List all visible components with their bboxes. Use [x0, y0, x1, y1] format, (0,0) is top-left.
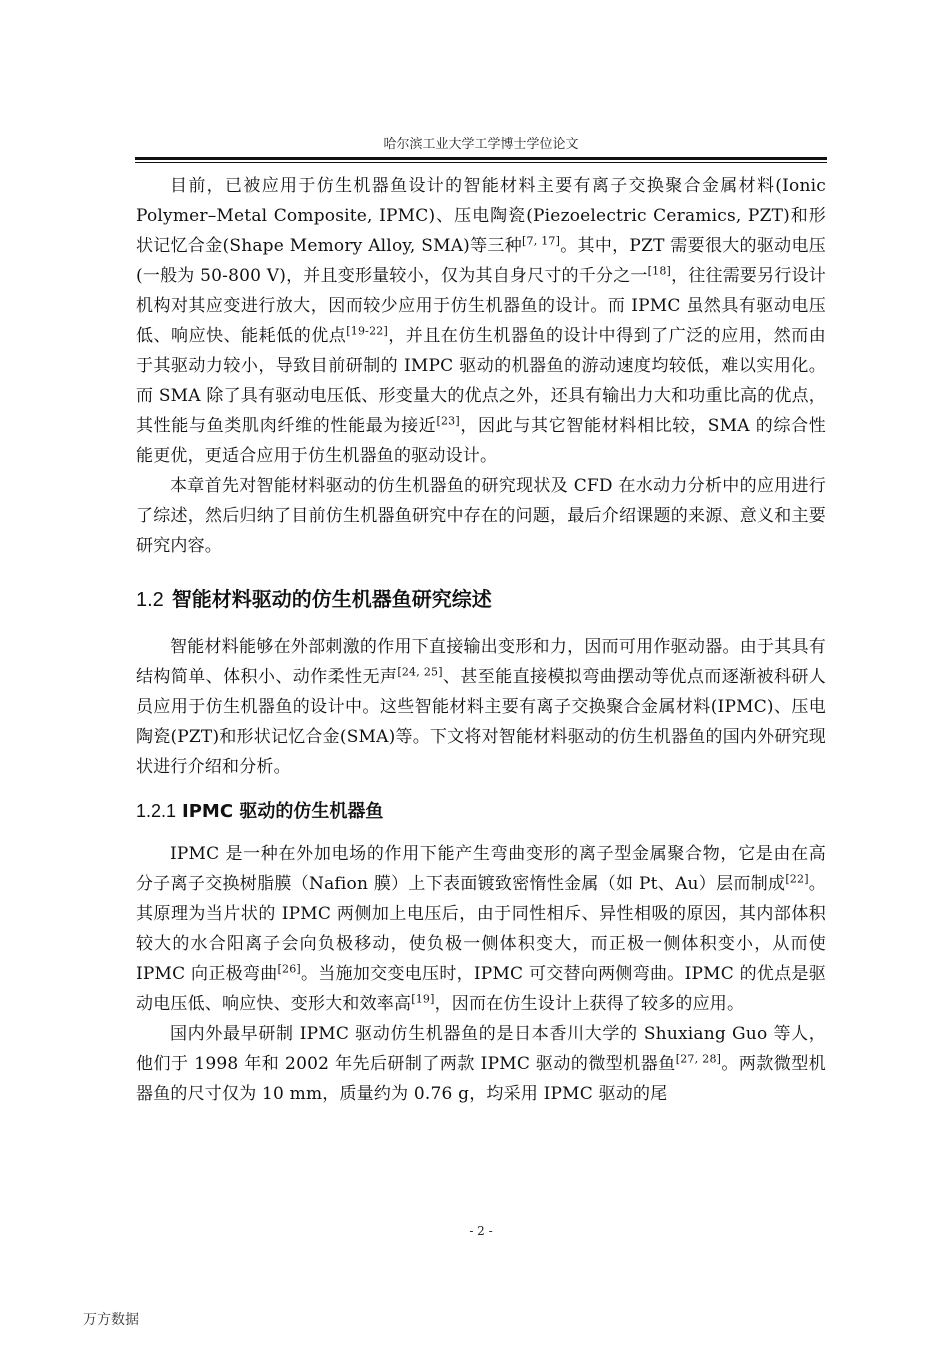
paragraph-smart-materials-intro — [136, 171, 826, 471]
paragraph-chapter-overview — [136, 471, 826, 561]
citation: [19-22] — [346, 324, 388, 338]
text-run: IPMC 是一种在外加电场的作用下能产生弯曲变形的离子型金属聚合物，它是由在高分子离子交换树脂膜（Nafion 膜）上下表面镀致密惰性金属（如 Pt、Au）层而制成 — [136, 844, 826, 894]
paragraph-smart-materials-review — [136, 632, 826, 782]
paragraph-ipmc-robot-fish — [136, 1019, 826, 1109]
paragraph-ipmc-principle — [136, 839, 826, 1019]
text-run: 。当施加交变电压时，IPMC 可交替向两侧弯曲。IPMC 的优点是驱动电压低、响应快、变形大和效率高 — [136, 964, 826, 1014]
subsection-heading — [136, 796, 826, 827]
citation: [27, 28] — [675, 1052, 722, 1066]
header-rule-thick — [135, 157, 827, 160]
text-run: 本章首先对智能材料驱动的仿生机器鱼的研究现状及 CFD 在水动力分析中的应用进行了综述，然后归纳了目前仿生机器鱼研究中存在的问题，最后介绍课题的来源、意义和主要研究内容。 — [136, 476, 826, 556]
text-run: ，因此与其它智能材料相比较，SMA 的综合性能更优，更适合应用于仿生机器鱼的驱动设计。 — [136, 416, 826, 466]
text-run: ，因而在仿生设计上获得了较多的应用。 — [434, 994, 745, 1014]
text-run: 国内外最早研制 IPMC 驱动仿生机器鱼的是日本香川大学的 Shuxiang Guo 等人，他们于 1998 年和 2002 年先后研制了两款 IPMC 驱动的微型机器鱼 — [136, 1024, 826, 1074]
text-run: 目前，已被应用于仿生机器鱼设计的智能材料主要有离子交换聚合金属材料(Ionic Polymer–Metal Composite, IPMC)、压电陶瓷(Piezoelectric Ceramics, PZT)和形状记忆合金(Shape Memory Alloy, SMA)等三种 — [136, 176, 826, 256]
header-rule-thin — [135, 162, 827, 163]
text-run: 智能材料能够在外部刺激的作用下直接输出变形和力，因而可用作驱动器。由于其具有结构简单、体积小、动作柔性无声 — [136, 637, 826, 687]
text-run: 。两款微型机器鱼的尺寸仅为 10 mm，质量约为 0.76 g，均采用 IPMC 驱动的尾 — [136, 1054, 826, 1104]
citation: [24, 25] — [397, 665, 443, 679]
page-number: - 2 - — [469, 1224, 493, 1238]
text-run: ，往往需要另行设计机构对其应变进行放大，因而较少应用于仿生机器鱼的设计。而 IPMC 虽然具有驱动电压低、响应快、能耗低的优点 — [136, 266, 826, 346]
page-body — [136, 171, 826, 1109]
citation: [22] — [785, 872, 809, 886]
section-title: 智能材料驱动的仿生机器鱼研究综述 — [171, 587, 492, 611]
text-run: 。其原理为当片状的 IPMC 两侧加上电压后，由于同性相斥、异性相吸的原因，其内部体积较大的水合阳离子会向负极移动，使负极一侧体积变大，而正极一侧体积变小，从而使 IPMC 向正极弯曲 — [136, 874, 827, 984]
subsection-number: 1.2.1 — [136, 801, 177, 821]
section-heading — [136, 583, 826, 616]
citation: [23] — [436, 414, 460, 428]
watermark: 万方数据 — [83, 1312, 139, 1328]
section-number: 1.2 — [136, 589, 164, 611]
citation: [26] — [277, 962, 301, 976]
text-run: 、甚至能直接模拟弯曲摆动等优点而逐渐被科研人员应用于仿生机器鱼的设计中。这些智能材料主要有离子交换聚合金属材料(IPMC)、压电陶瓷(PZT)和形状记忆合金(SMA)等。下文将对智能材料驱动的仿生机器鱼的国内外研究现状进行介绍和分析。 — [136, 667, 827, 777]
text-run: ，并且在仿生机器鱼的设计中得到了广泛的应用，然而由于其驱动力较小，导致目前研制的 IMPC 驱动的机器鱼的游动速度均较低，难以实用化。而 SMA 除了具有驱动电压低、形变量大的优点之外，还具有输出力大和功重比高的优点，其性能与鱼类肌肉纤维的性能最为接近 — [136, 326, 827, 436]
citation: [7, 17] — [522, 234, 561, 248]
running-header: 哈尔滨工业大学工学博士学位论文 — [383, 137, 579, 152]
citation: [19] — [411, 992, 435, 1006]
citation: [18] — [647, 264, 672, 278]
text-run: 。其中，PZT 需要很大的驱动电压(一般为 50-800 V)，并且变形量较小，仅为其自身尺寸的千分之一 — [136, 236, 826, 286]
subsection-title: IPMC 驱动的仿生机器鱼 — [182, 801, 384, 822]
